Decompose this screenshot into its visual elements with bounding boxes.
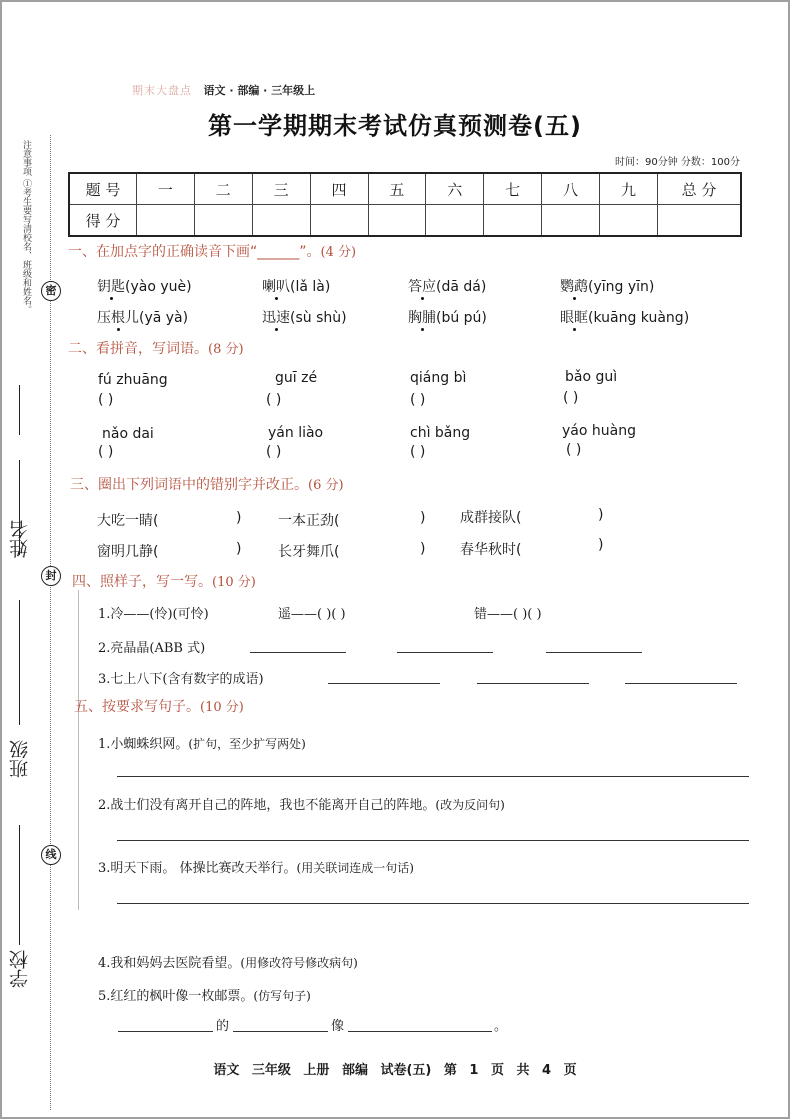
word: 窗明几静( <box>97 544 159 560</box>
score-cell[interactable] <box>484 205 542 237</box>
s5-q5-end: 。 <box>494 1019 508 1034</box>
s5-q1-answer-line[interactable] <box>117 776 749 777</box>
score-cell[interactable] <box>426 205 484 237</box>
question-hint: (用修改符号修改病句) <box>240 956 358 970</box>
col-9: 九 <box>600 173 658 205</box>
s3-close-6[interactable]: ) <box>598 537 604 553</box>
s5-q5-blank-3[interactable] <box>348 1031 492 1032</box>
s3-close-2[interactable]: ) <box>420 510 426 526</box>
word: 迅速 <box>262 310 290 326</box>
col-7: 七 <box>484 173 542 205</box>
col-8: 八 <box>542 173 600 205</box>
page-footer: 语文 三年级 上册 部编 试卷(五) 第 1 页 共 4 页 <box>213 1063 577 1078</box>
time-info: 时间：90分钟 分数：100分 <box>615 157 740 168</box>
pinyin[interactable]: (kuāng kuàng) <box>588 310 690 326</box>
question-text: 2.战士们没有离开自己的阵地，我也不能离开自己的阵地。 <box>98 798 436 813</box>
row-label: 题 号 <box>69 173 137 205</box>
section2-title: 二、看拼音，写词语。 <box>68 341 208 357</box>
word: 长牙舞爪( <box>278 544 340 560</box>
s3-item-6 <box>460 539 521 559</box>
s5-q1 <box>98 733 306 752</box>
s1-item-2 <box>262 276 330 296</box>
pinyin[interactable]: (yào yuè) <box>125 279 192 295</box>
page-title: 第一学期期末考试仿真预测卷(五) <box>208 112 582 140</box>
pinyin[interactable]: (sù shù) <box>290 310 347 326</box>
table-row-scores <box>69 205 741 237</box>
score-cell[interactable] <box>252 205 310 237</box>
s4-q3-blank-1[interactable] <box>328 683 440 684</box>
s4-q2-blank-3[interactable] <box>546 652 642 653</box>
class-field-line[interactable] <box>19 600 20 725</box>
s5-q2 <box>98 794 505 813</box>
s2-blank-7[interactable]: ( ) <box>410 444 426 460</box>
section4-title: 四、照样子，写一写。 <box>72 574 212 590</box>
s2-pinyin-7: chì bǎng <box>410 425 471 441</box>
score-cell[interactable] <box>600 205 658 237</box>
col-4: 四 <box>310 173 368 205</box>
s2-blank-2[interactable]: ( ) <box>266 392 282 408</box>
score-cell[interactable] <box>137 205 195 237</box>
score-cell-total[interactable] <box>658 205 742 237</box>
s4-q3: 3.七上八下(含有数字的成语) <box>98 672 264 687</box>
pinyin[interactable]: (dā dá) <box>436 279 487 295</box>
col-total: 总 分 <box>658 173 742 205</box>
section1-points: (4 分) <box>320 245 357 260</box>
word: 压根儿 <box>97 310 139 326</box>
s2-blank-8[interactable]: ( ) <box>566 442 582 458</box>
word: 喇叭 <box>262 279 290 295</box>
s3-item-3 <box>460 507 521 527</box>
word: 成群接队( <box>460 510 522 526</box>
word: 鹦鹉 <box>560 279 588 295</box>
series-brand: 期末大盘点 <box>132 84 192 97</box>
section2-heading <box>68 338 244 358</box>
school-label: 学校 <box>9 950 31 988</box>
s1-item-4 <box>560 276 654 296</box>
col-6: 六 <box>426 173 484 205</box>
class-label: 班级 <box>9 740 31 778</box>
table-row-header <box>69 173 741 205</box>
word: 胸脯 <box>408 310 436 326</box>
s3-item-4 <box>97 541 158 561</box>
notice-text: 注意事项 ①考生要写清校名、班级和姓名。 <box>21 140 31 314</box>
question-hint: (用关联词连成一句话) <box>296 861 414 875</box>
s2-blank-4[interactable]: ( ) <box>563 390 579 406</box>
s1-item-5 <box>97 307 188 327</box>
question-hint: (扩句，至少扩写两处) <box>188 737 306 751</box>
word: 春华秋时( <box>460 542 522 558</box>
s2-pinyin-2: guī zé <box>275 370 318 386</box>
question-text: 1.小蜘蛛织网。 <box>98 737 189 752</box>
word: 眼眶 <box>560 310 588 326</box>
seal-xian-icon: 线 <box>41 845 61 865</box>
section4-points: (10 分) <box>212 575 256 590</box>
question-hint: (仿写句子) <box>253 989 311 1003</box>
word: 一本正劲( <box>278 513 340 529</box>
s4-q1-example: 1.冷——(怜)(可怜) <box>98 607 209 622</box>
pinyin[interactable]: (lǎ là) <box>290 279 331 295</box>
col-3: 三 <box>252 173 310 205</box>
s4-q3-blank-2[interactable] <box>477 683 589 684</box>
s2-blank-6[interactable]: ( ) <box>266 444 282 460</box>
s5-q5-word-de: 的 <box>216 1019 230 1034</box>
s4-q1-c[interactable]: 错——( )( ) <box>474 607 542 622</box>
word: 大吃一睛( <box>97 513 159 529</box>
word: 钥匙 <box>97 279 125 295</box>
s4-q2: 2.亮晶晶(ABB 式) <box>98 641 206 656</box>
s5-q3-answer-line[interactable] <box>117 903 749 904</box>
section5-title: 五、按要求写句子。 <box>74 699 200 715</box>
word: 答应 <box>408 279 436 295</box>
margin-guide-line <box>78 590 79 910</box>
question-text: 5.红红的枫叶像一枚邮票。 <box>98 989 254 1004</box>
section1-heading <box>68 241 356 261</box>
section3-title: 三、圈出下列词语中的错别字并改正。 <box>70 477 308 493</box>
s3-close-3[interactable]: ) <box>598 507 604 523</box>
s5-q5-word-xiang: 像 <box>331 1019 345 1034</box>
section5-heading <box>74 696 244 716</box>
s1-item-1 <box>97 276 192 296</box>
series-header <box>132 82 315 98</box>
s5-q3 <box>98 857 414 876</box>
s1-item-3 <box>408 276 486 296</box>
question-text: 4.我和妈妈去医院看望。 <box>98 956 241 971</box>
score-cell[interactable] <box>310 205 368 237</box>
s5-q5-blank-1[interactable] <box>118 1031 213 1032</box>
s1-item-6 <box>262 307 347 327</box>
s2-pinyin-4: bǎo guì <box>565 369 618 385</box>
s4-q3-blank-3[interactable] <box>625 683 737 684</box>
school-field-line[interactable] <box>19 825 20 945</box>
s3-item-2 <box>278 510 339 530</box>
s5-q4 <box>98 952 358 971</box>
seal-mi-icon: 密 <box>41 281 61 301</box>
question-hint: (改为反问句) <box>435 798 505 812</box>
name-label: 姓名 <box>9 520 31 558</box>
s2-blank-3[interactable]: ( ) <box>410 392 426 408</box>
s5-q5 <box>98 985 311 1004</box>
s1-item-7 <box>408 307 487 327</box>
s4-q1-b[interactable]: 遥——( )( ) <box>278 607 346 622</box>
s5-q5-blank-2[interactable] <box>233 1031 328 1032</box>
col-2: 二 <box>194 173 252 205</box>
score-cell[interactable] <box>542 205 600 237</box>
s3-close-4[interactable]: ) <box>236 541 242 557</box>
s1-item-8 <box>560 307 689 327</box>
section5-points: (10 分) <box>200 700 244 715</box>
section4-heading <box>72 571 256 591</box>
name-line-extra <box>19 385 20 435</box>
s2-pinyin-1: fú zhuāng <box>98 372 168 388</box>
row-label: 得 分 <box>69 205 137 237</box>
s3-close-1[interactable]: ) <box>236 510 242 526</box>
s4-q2-blank-2[interactable] <box>397 652 493 653</box>
section3-heading <box>70 474 344 494</box>
col-5: 五 <box>368 173 426 205</box>
s2-pinyin-8: yáo huàng <box>562 423 636 439</box>
section2-points: (8 分) <box>208 342 244 357</box>
s3-close-5[interactable]: ) <box>420 541 426 557</box>
s3-item-5 <box>278 541 339 561</box>
s3-item-1 <box>97 510 158 530</box>
s2-blank-1[interactable]: ( ) <box>98 392 114 408</box>
score-table <box>68 172 742 237</box>
section1-title: 一、在加点字的正确读音下画“______”。 <box>68 244 321 260</box>
seal-feng-icon: 封 <box>41 566 61 586</box>
pinyin[interactable]: (yā yà) <box>139 310 189 326</box>
s5-q2-answer-line[interactable] <box>117 840 749 841</box>
section3-points: (6 分) <box>308 478 344 493</box>
s4-q2-blank-1[interactable] <box>250 652 346 653</box>
pinyin[interactable]: (bú pú) <box>436 310 487 326</box>
col-1: 一 <box>137 173 195 205</box>
score-cell[interactable] <box>194 205 252 237</box>
s2-pinyin-5: nǎo dai <box>102 426 154 442</box>
s2-pinyin-6: yán liào <box>268 425 324 441</box>
s2-blank-5[interactable]: ( ) <box>98 444 114 460</box>
pinyin[interactable]: (yīng yīn) <box>588 279 655 295</box>
series-meta: 语文 · 部编 · 三年级上 <box>203 84 316 97</box>
question-text: 3.明天下雨。 体操比赛改天举行。 <box>98 861 297 876</box>
s2-pinyin-3: qiáng bì <box>410 370 467 386</box>
score-cell[interactable] <box>368 205 426 237</box>
